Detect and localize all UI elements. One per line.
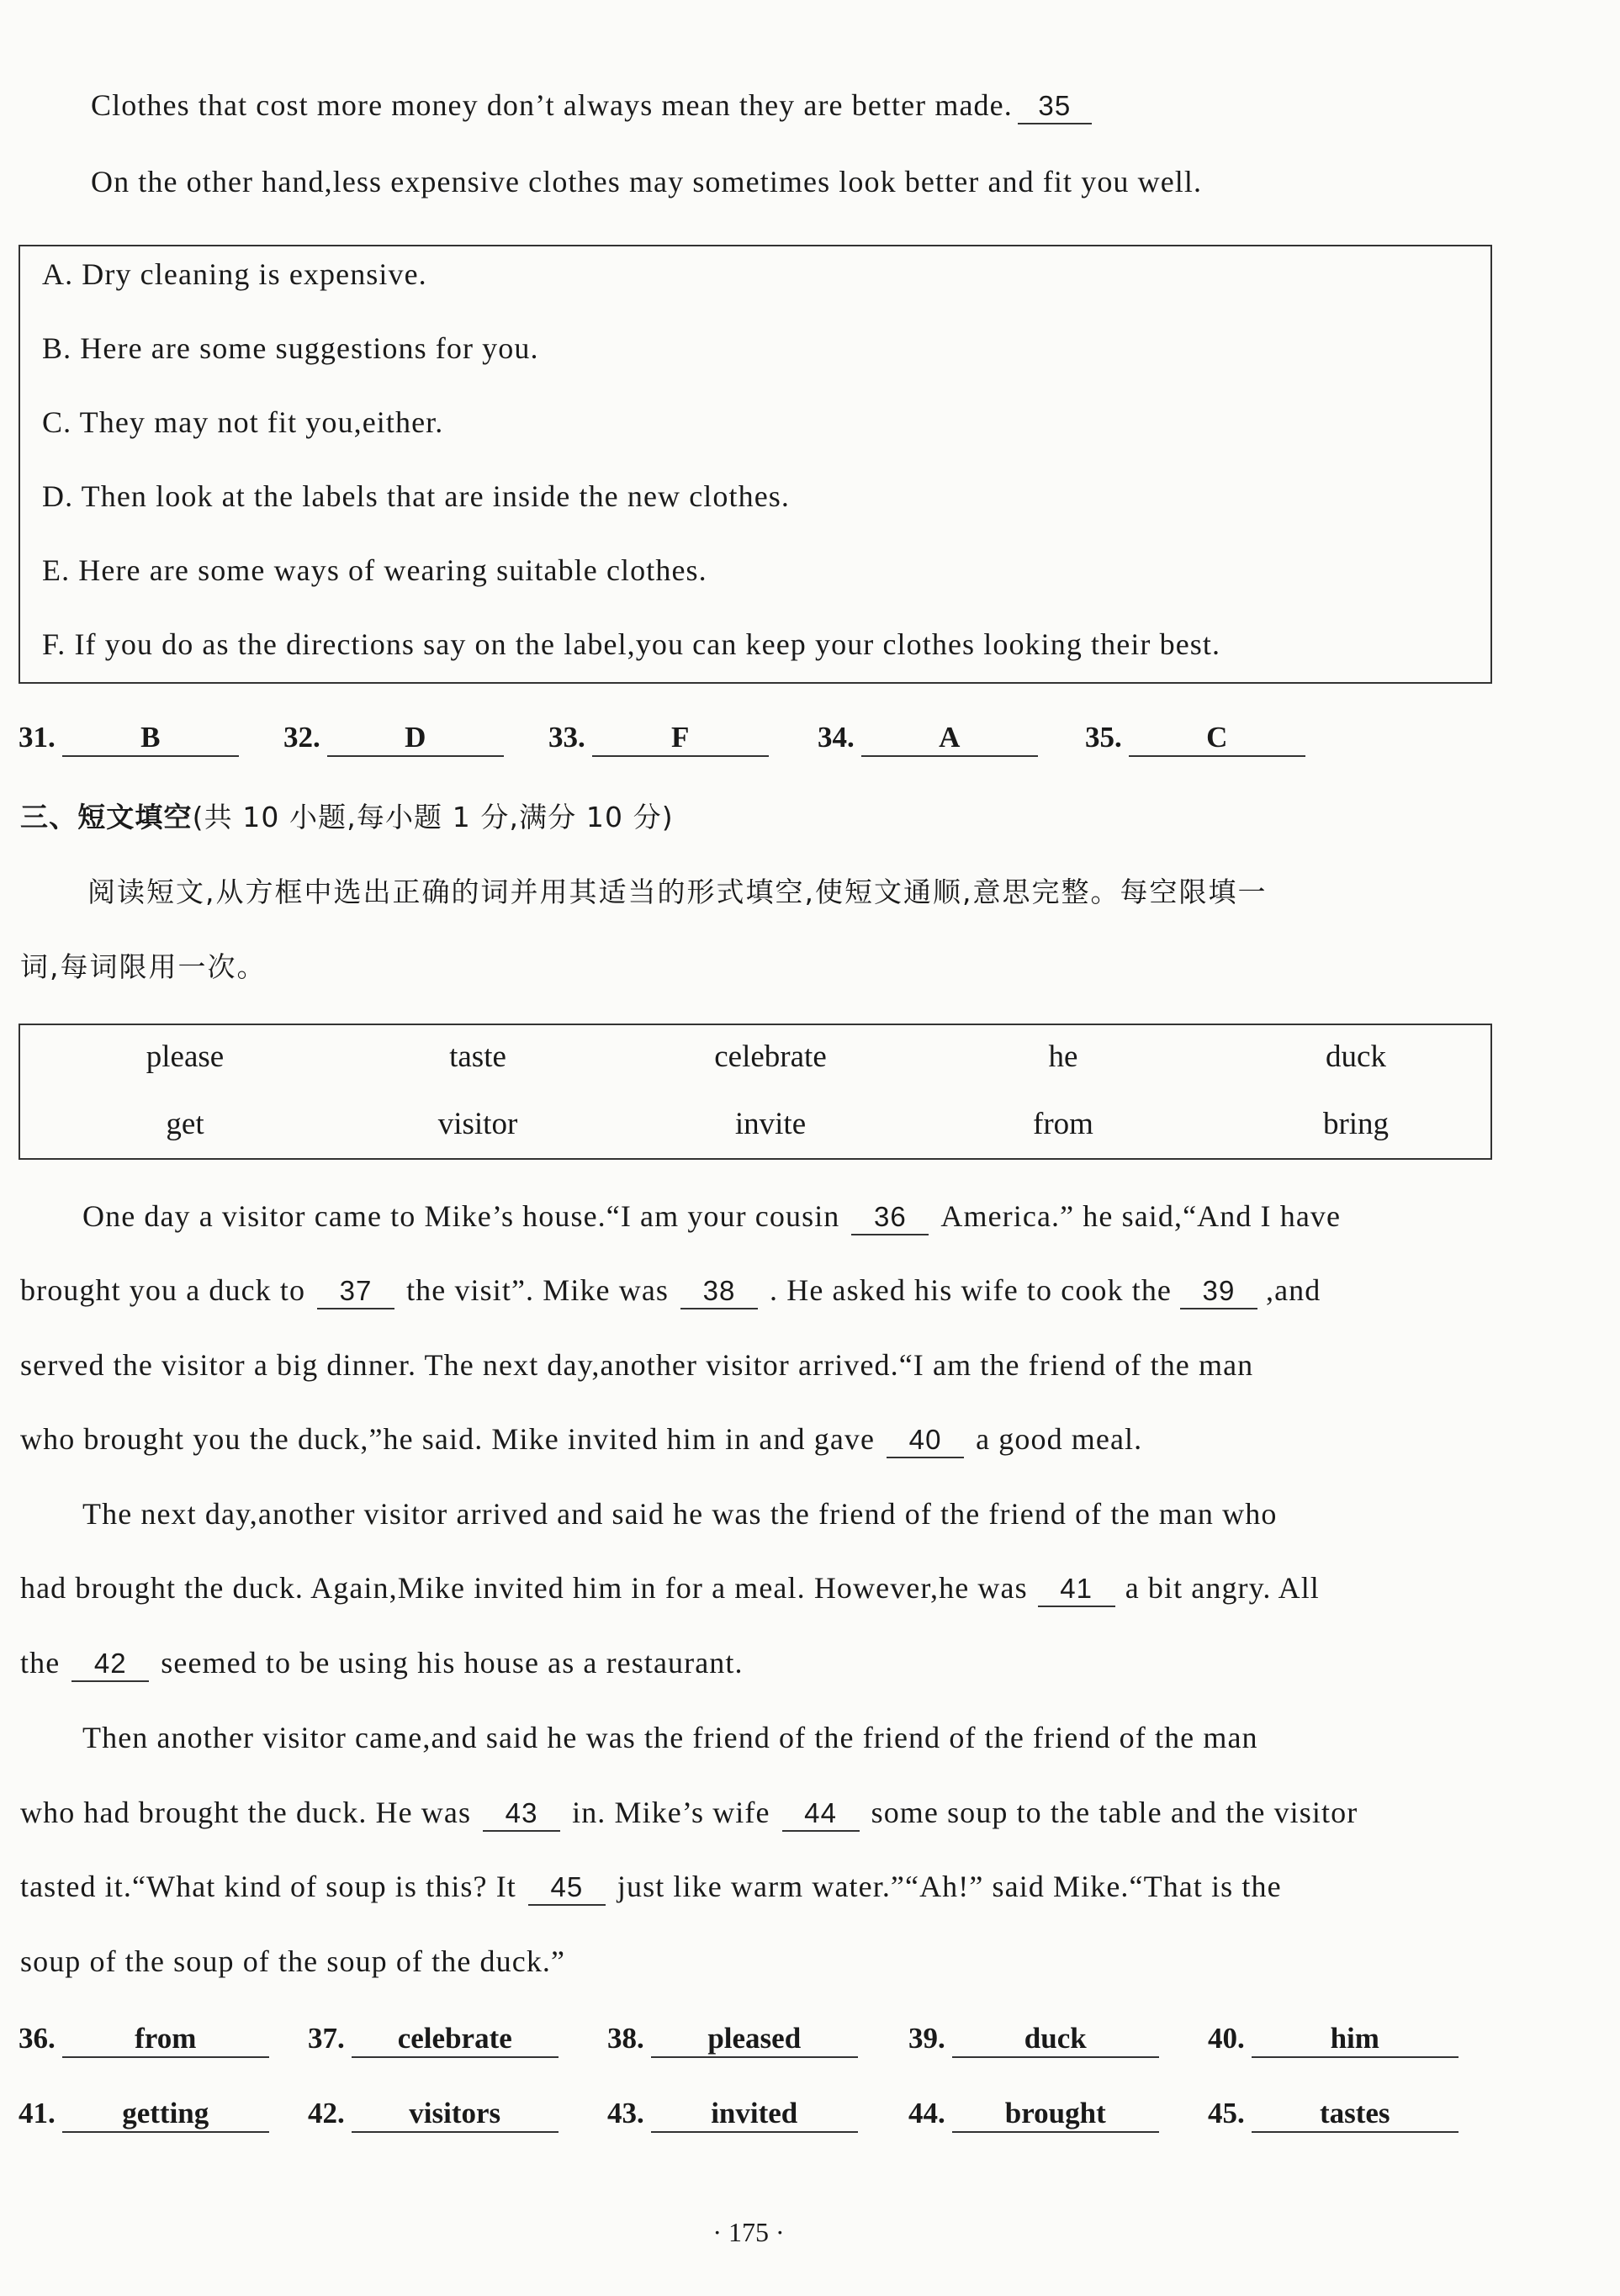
answer-45: 45. tastes: [1208, 2096, 1459, 2133]
blank-43: 43: [483, 1796, 560, 1832]
answer-44: 44. brought: [908, 2096, 1159, 2133]
blank-40: 40: [887, 1423, 964, 1458]
answer-43: 43. invited: [607, 2096, 858, 2133]
word-duck: duck: [1326, 1040, 1386, 1074]
page-number: · 175 ·: [712, 2217, 785, 2247]
answer-33: 33. F: [548, 720, 769, 757]
answer-40: 40. him: [1208, 2021, 1459, 2058]
blank-44: 44: [782, 1796, 860, 1832]
answer-35: 35. C: [1085, 720, 1305, 757]
option-d: D. Then look at the labels that are inside the new clothes.: [42, 479, 790, 513]
option-b: B. Here are some suggestions for you.: [42, 331, 539, 365]
blank-38: 38: [680, 1274, 758, 1309]
story-line-3: served the visitor a big dinner. The next day,another visitor arrived.“I am the friend of the man: [20, 1348, 1254, 1382]
passage-line-2: On the other hand,less expensive clothes may sometimes look better and fit you well.: [91, 165, 1203, 198]
word-from: from: [1033, 1107, 1093, 1141]
word-celebrate: celebrate: [714, 1040, 827, 1074]
word-invite: invite: [734, 1107, 807, 1141]
blank-36: 36: [851, 1200, 929, 1235]
blank-41: 41: [1038, 1572, 1115, 1607]
story-line-7: the 42 seemed to be using his house as a restaurant.: [20, 1645, 744, 1682]
blank-45: 45: [528, 1870, 606, 1906]
word-he: he: [1048, 1040, 1078, 1074]
answer-41: 41. getting: [19, 2096, 269, 2133]
story-line-8: Then another visitor came,and said he was the friend of the friend of the friend of the man: [82, 1721, 1258, 1754]
word-get: get: [166, 1107, 204, 1141]
word-please: please: [146, 1040, 225, 1074]
story-line-11: soup of the soup of the soup of the duck.”: [20, 1944, 566, 1978]
section-heading: 三、短文填空(共 10 小题,每小题 1 分,满分 10 分): [20, 801, 674, 833]
blank-39: 39: [1180, 1274, 1257, 1309]
answer-39: 39. duck: [908, 2021, 1159, 2058]
option-f: F. If you do as the directions say on the label,you can keep your clothes looking their best.: [42, 627, 1221, 661]
blank-37: 37: [317, 1274, 394, 1309]
answer-38: 38. pleased: [607, 2021, 858, 2058]
instructions-line-1: 阅读短文,从方框中选出正确的词并用其适当的形式填空,使短文通顺,意思完整。每空限填一: [87, 876, 1268, 908]
answer-36: 36. from: [19, 2021, 269, 2058]
answer-37: 37. celebrate: [308, 2021, 559, 2058]
story-line-5: The next day,another visitor arrived and said he was the friend of the friend of the man who: [82, 1497, 1278, 1531]
answer-34: 34. A: [818, 720, 1038, 757]
instructions-line-2: 词,每词限用一次。: [20, 950, 267, 983]
word-visitor: visitor: [437, 1107, 518, 1141]
story-line-2: brought you a duck to 37 the visit”. Mike was 38 . He asked his wife to cook the 39 ,and: [20, 1272, 1321, 1309]
blank-42: 42: [71, 1647, 149, 1682]
story-line-6: had brought the duck. Again,Mike invited him in for a meal. However,he was 41 a bit angry. All: [20, 1570, 1320, 1607]
answer-42: 42. visitors: [308, 2096, 559, 2133]
option-c: C. They may not fit you,either.: [42, 405, 444, 439]
answer-32: 32. D: [283, 720, 504, 757]
answer-31: 31. B: [19, 720, 239, 757]
story-line-10: tasted it.“What kind of soup is this? It 45 just like warm water.”“Ah!” said Mike.“That is the: [20, 1869, 1282, 1906]
blank-35: 35: [1018, 89, 1092, 124]
passage-line-1: Clothes that cost more money don’t always mean they are better made. 35: [91, 87, 1097, 124]
word-taste: taste: [449, 1040, 506, 1074]
story-line-4: who brought you the duck,”he said. Mike invited him in and gave 40 a good meal.: [20, 1421, 1142, 1458]
story-line-1: One day a visitor came to Mike’s house.“I am your cousin 36 America.” he said,“And I have: [82, 1198, 1341, 1235]
word-box: [19, 1024, 1492, 1160]
word-bring: bring: [1322, 1107, 1390, 1141]
option-a: A. Dry cleaning is expensive.: [42, 257, 427, 291]
option-e: E. Here are some ways of wearing suitable clothes.: [42, 553, 707, 587]
options-box: [19, 245, 1492, 684]
story-line-9: who had brought the duck. He was 43 in. Mike’s wife 44 some soup to the table and the visitor: [20, 1795, 1358, 1832]
